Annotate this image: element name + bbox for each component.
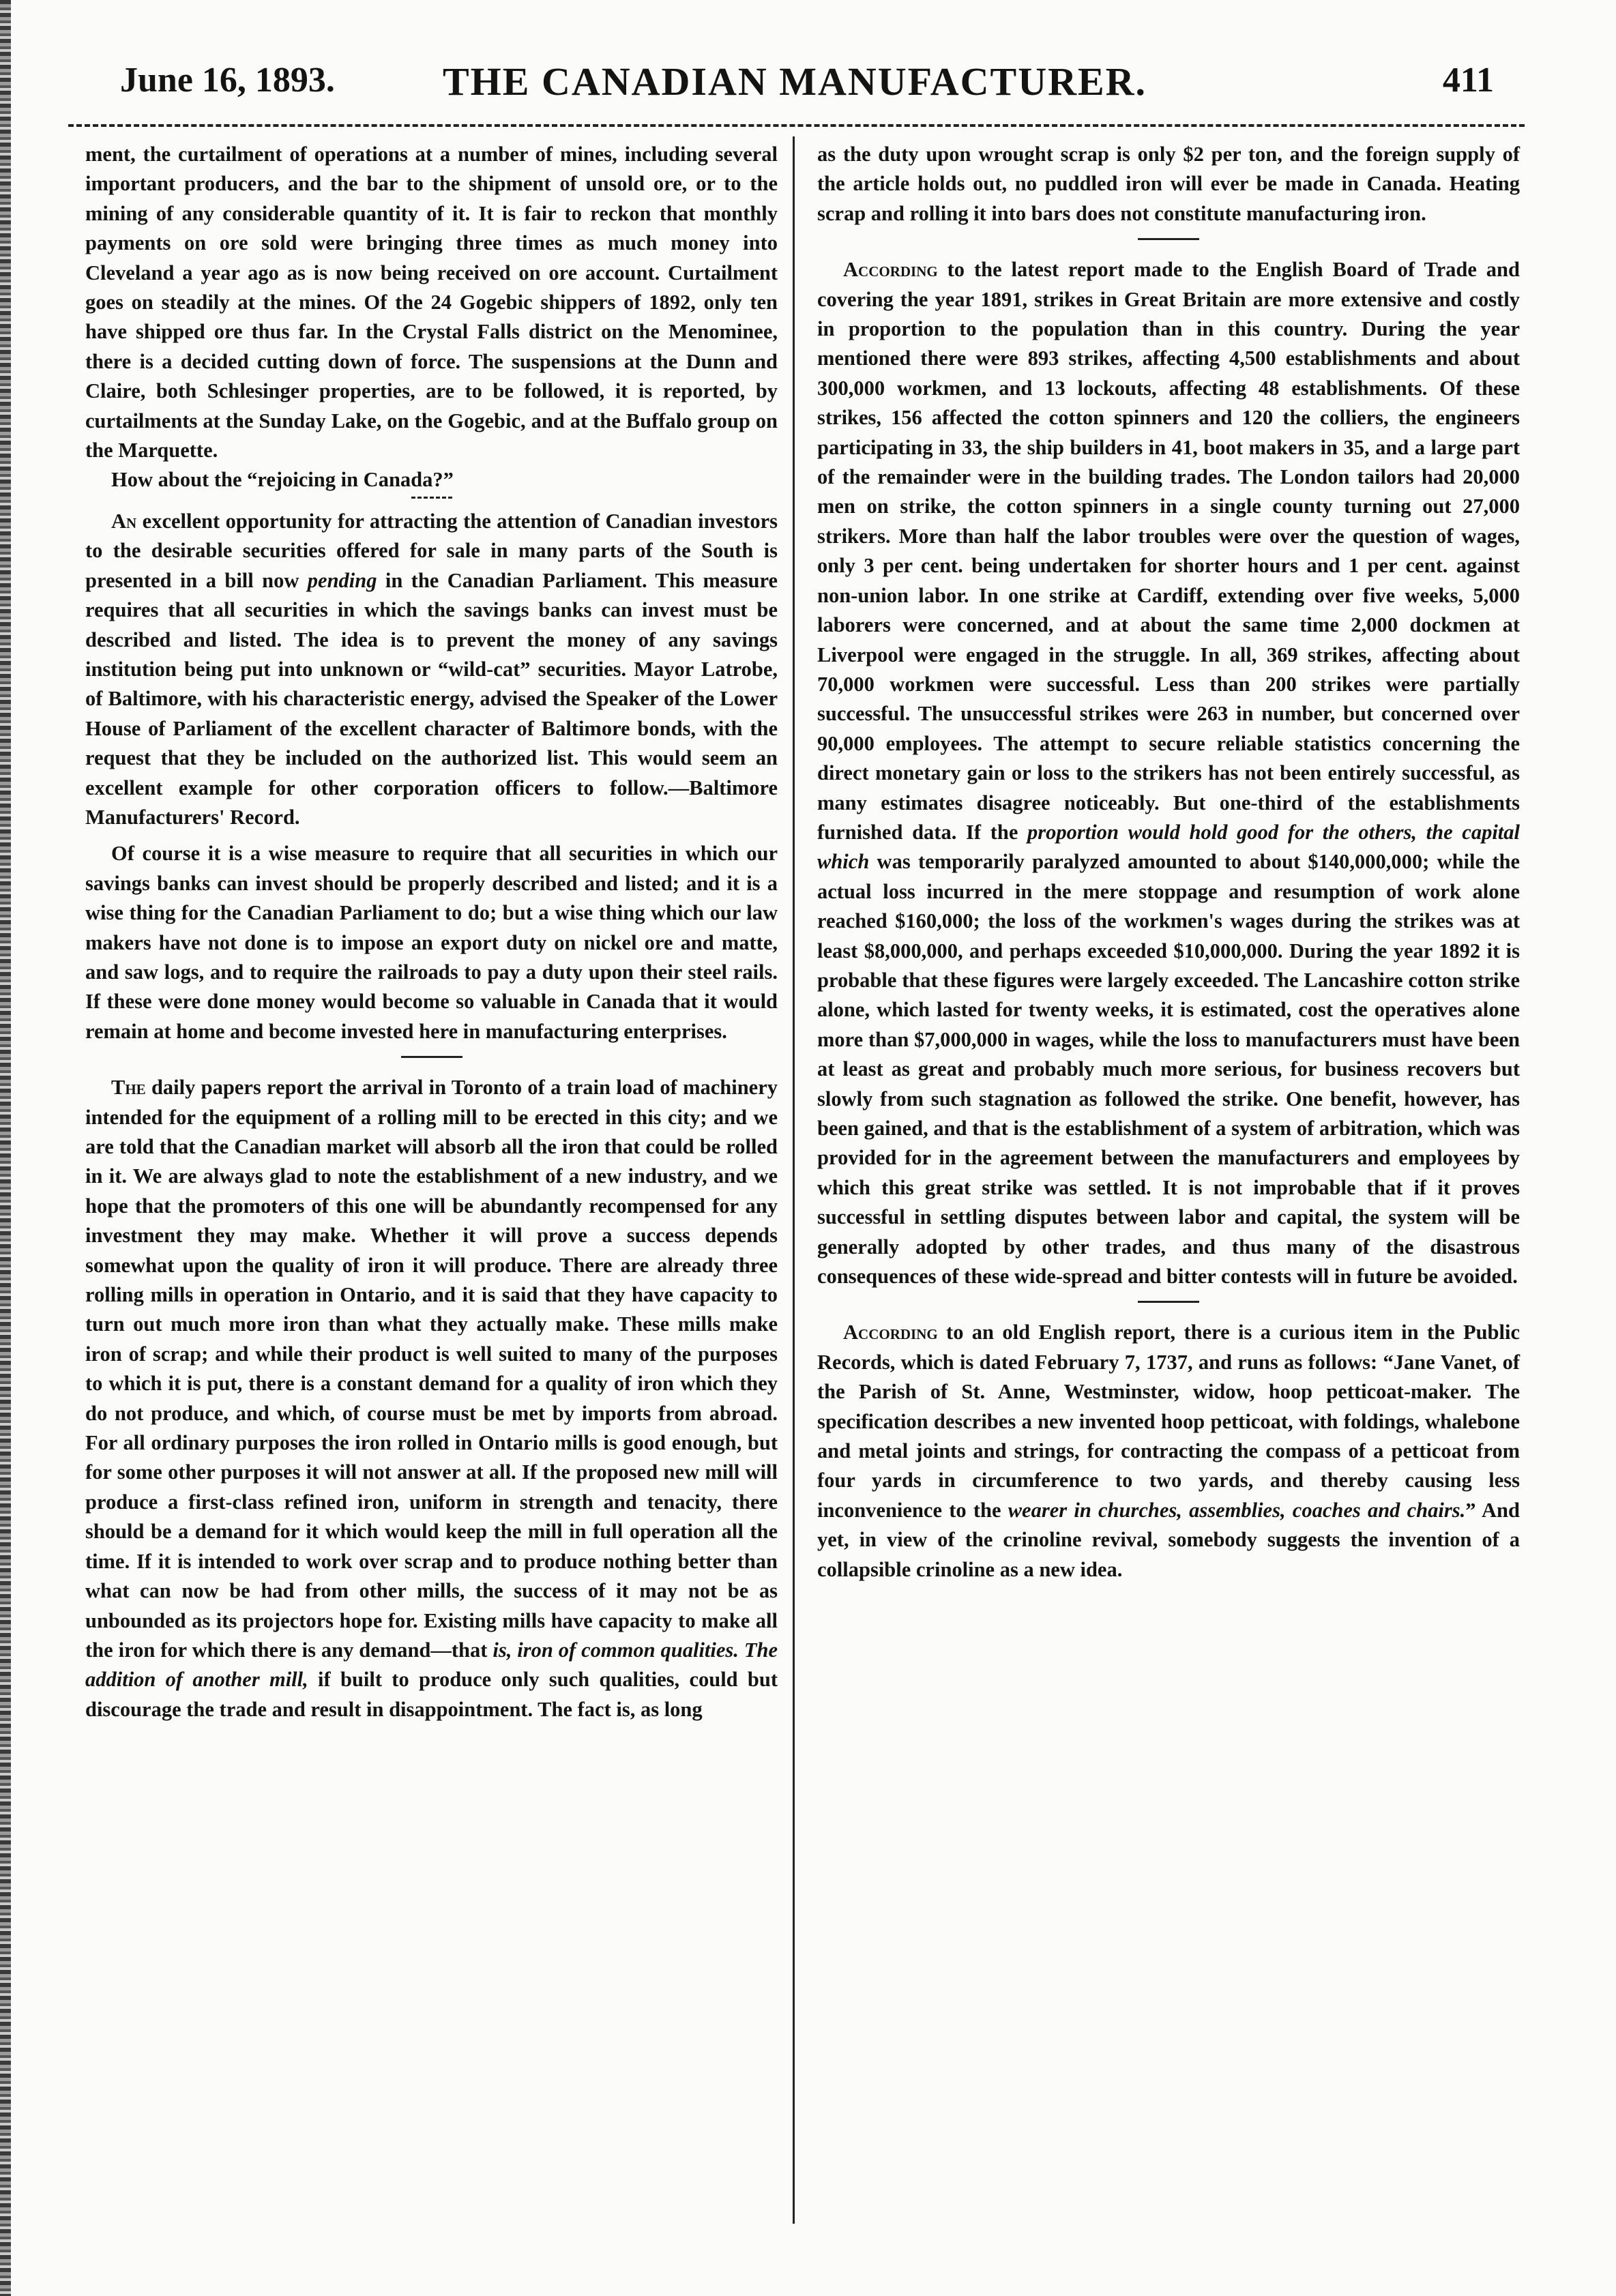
left-paragraph-1: ment, the curtailment of operations at a number of mines, including several important producers, and the bar to the shipment of unsold ore, or to the mining of any considerable quantity of it. It is fair to reckon that monthly payments on ore sold were bringing three times as much money into Cleveland a year ago as is now being received on ore account. Curtailment goes on steadily at the mines. Of the 24 Gogebic shippers of 1892, only ten have shipped ore thus far. In the Crystal Falls district on the Menominee, there is a decided cutting down of force. The suspensions at the Dunn and Claire, both Schlesinger properties, are to be followed, it is reported, by curtailments at the Sunday Lake, on the Gogebic, and at the Buffalo group on the Marquette. [85, 143, 778, 462]
paragraph-text: was temporarily paralyzed amounted to about $140,000,000; while the actual loss incurred in the mere stoppage and resumption of work alone reached $160,000; the loss of the workmen's wages during the strikes was at least $8,000,000, and perhaps exceeded $10,000,000. During the year 1892 it is probable that these figures were largely exceeded. The Lancashire cotton strike alone, which lasted for twenty weeks, it is estimated, cost the operatives alone more than $7,000,000 in wages, while the loss to manufacturers must have been at least as great and probably much more serious, for business recovers but slowly from such stagnation as followed the strike. One benefit, however, has been gained, and that is the establishment of a system of arbitration, which was provided for in the agreement between the manufacturers and employees by which this great strike was settled. It is not improbable that if it proves successful in settling disputes between labor and capital, the system will be generally adopted by other trades, and thus many of the disastrous consequences of these wide-spread and bitter contests will in future be avoided. [817, 850, 1520, 1289]
paragraph-text: in the Canadian Parliament. This measure requires that all securities in which the savings banks can invest must be described and listed. The idea is to prevent the money of any savings institution being put into unknown or “wild-cat” securities. Mayor Latrobe, of Baltimore, with his characteristic energy, advised the Speaker of the Lower House of Parliament of the excellent character of Baltimore bonds, with the request that they be included on the authorized list. This would seem an excellent example for other corporation officers to follow.—Baltimore Manufacturers' Record. [85, 568, 778, 829]
paragraph-text: excellent opportunity for attracting the attention of Canadian investors to the desirable securities offered for sale in many parts of the South is presented in a bill now [85, 509, 778, 592]
right-column [817, 140, 1520, 1585]
emphasis-text: proportion would hold good for the others, the capital which [817, 820, 1520, 874]
paragraph-text: daily papers report the arrival in Toronto of a train load of machinery intended for the equipment of a rolling mill to be erected in this city; and we are told that the Canadian market will absorb all the iron that could be rolled in it. We are always glad to note the establishment of a new industry, and we hope that the promoters of this one will be abundantly recompensed for any investment they may make. Whether it will prove a success depends somewhat upon the quality of iron it will produce. There are already three rolling mills in operation in Ontario, and it is said that they have capacity to turn out much more iron than what they actually make. These mills make iron of scrap; and while their product is well suited to many of the purposes to which it is put, there is a constant demand for a quality of iron which they do not produce, and which, of course must be met by imports from abroad. For all ordinary purposes the iron rolled in Ontario mills is good enough, but for some other purposes it will not answer at all. If the proposed new mill will produce a first-class refined iron, uniform in strength and tenacity, there should be a demand for it which would keep the mill in full operation all the time. If it is intended to work over scrap and to produce nothing better than what can now be had from other mills, the success of it may not be as unbounded as its projectors hope for. Existing mills have capacity to make all the iron for which there is any demand—that [85, 1076, 778, 1662]
header-date: June 16, 1893. [120, 61, 335, 100]
header-page-number: 411 [1442, 61, 1494, 100]
right-paragraph-3 [817, 1318, 1520, 1585]
page-header [68, 48, 1521, 123]
left-paragraph-4: Of course it is a wise measure to require that all securities in which our savings banks can invest should be properly described and listed; and it is a wise thing for the Canadian Parliament to do; but a wise thing which our law makers have not done is to impose an export duty on nickel ore and matte, and saw logs, and to require the railroads to pay a duty upon their steel rails. If these were done money would become so valuable in Canada that it would remain at home and become invested here in manufacturing enterprises. [85, 842, 778, 1043]
left-paragraph-5 [85, 1073, 778, 1724]
section-divider [1138, 238, 1199, 240]
lead-word: According [843, 1321, 938, 1344]
paragraph-text: to an old English report, there is a curious item in the Public Records, which is dated February 7, 1737, and runs as follows: “Jane Vanet, of the Parish of St. Anne, Westminster, widow, hoop petticoat-maker. The specification describes a new invented hoop petticoat, with foldings, whalebone and metal joints and strings, for contracting the compass of a petticoat from four yards in circumference to two yards, and thereby causing less inconvenience to the [817, 1321, 1520, 1522]
paragraph-text: to the latest report made to the English Board of Trade and covering the year 1891, strikes in Great Britain are more extensive and costly in proportion to the population than in this country. During the year mentioned there were 893 strikes, affecting 4,500 establishments and about 300,000 workmen, and 13 lockouts, affecting 48 establishments. Of these strikes, 156 affected the cotton spinners and 120 the colliers, the engineers participating in 33, the ship builders in 41, boot makers in 35, and a large part of the remainder were in the building trades. The London tailors had 20,000 men on strike, the cotton spinners in a single county turning out 27,000 strikers. More than half the labor troubles were over the question of wages, only 3 per cent. being undertaken for shorter hours and 1 per cent. against non-union labor. In one strike at Cardiff, extending over five weeks, 5,000 laborers were concerned, and at about the same time 2,000 dockmen at Liverpool were engaged in the struggle. In all, 369 strikes, affecting about 70,000 workmen were successful. Less than 200 strikes were partially successful. The unsuccessful strikes were 263 in number, but concerned over 90,000 employees. The attempt to secure reliable statistics concerning the direct monetary gain or loss to the strikers has not been entirely successful, as many estimates disagree noticeably. But one-third of the establishments furnished data. If the [817, 258, 1520, 844]
section-divider [1138, 1301, 1199, 1303]
column-separator [793, 136, 795, 2224]
lead-word: The [111, 1076, 146, 1100]
emphasis-text: is, iron of common qualities. The addition of another mill, [85, 1638, 778, 1692]
right-paragraph-2 [817, 255, 1520, 1291]
binding-edge [0, 0, 11, 2296]
emphasis-text: pending [307, 568, 377, 592]
paragraph-text: ” And yet, in view of the crinoline revival, somebody suggests the invention of a collapsible crinoline as a new idea. [817, 1498, 1520, 1581]
header-title: THE CANADIAN MANUFACTURER. [442, 59, 1147, 104]
header-rule [68, 124, 1525, 127]
right-paragraph-1: as the duty upon wrought scrap is only $2 per ton, and the foreign supply of the article holds out, no puddled iron will ever be made in Canada. Heating scrap and rolling it into bars does not constitute manufacturing iron. [817, 143, 1520, 225]
left-column [85, 140, 778, 1724]
lead-word: An [111, 509, 137, 533]
section-divider [411, 497, 452, 499]
lead-word: According [843, 258, 938, 282]
section-divider [401, 1056, 462, 1058]
emphasis-text: wearer in churches, assemblies, coaches and chairs. [1008, 1498, 1466, 1522]
left-paragraph-2: How about the “rejoicing in Canada?” [111, 468, 454, 492]
paragraph-text: if built to produce only such qualities, could but discourage the trade and result in disappointment. The fact is, as long [85, 1668, 778, 1721]
left-paragraph-3 [85, 507, 778, 832]
